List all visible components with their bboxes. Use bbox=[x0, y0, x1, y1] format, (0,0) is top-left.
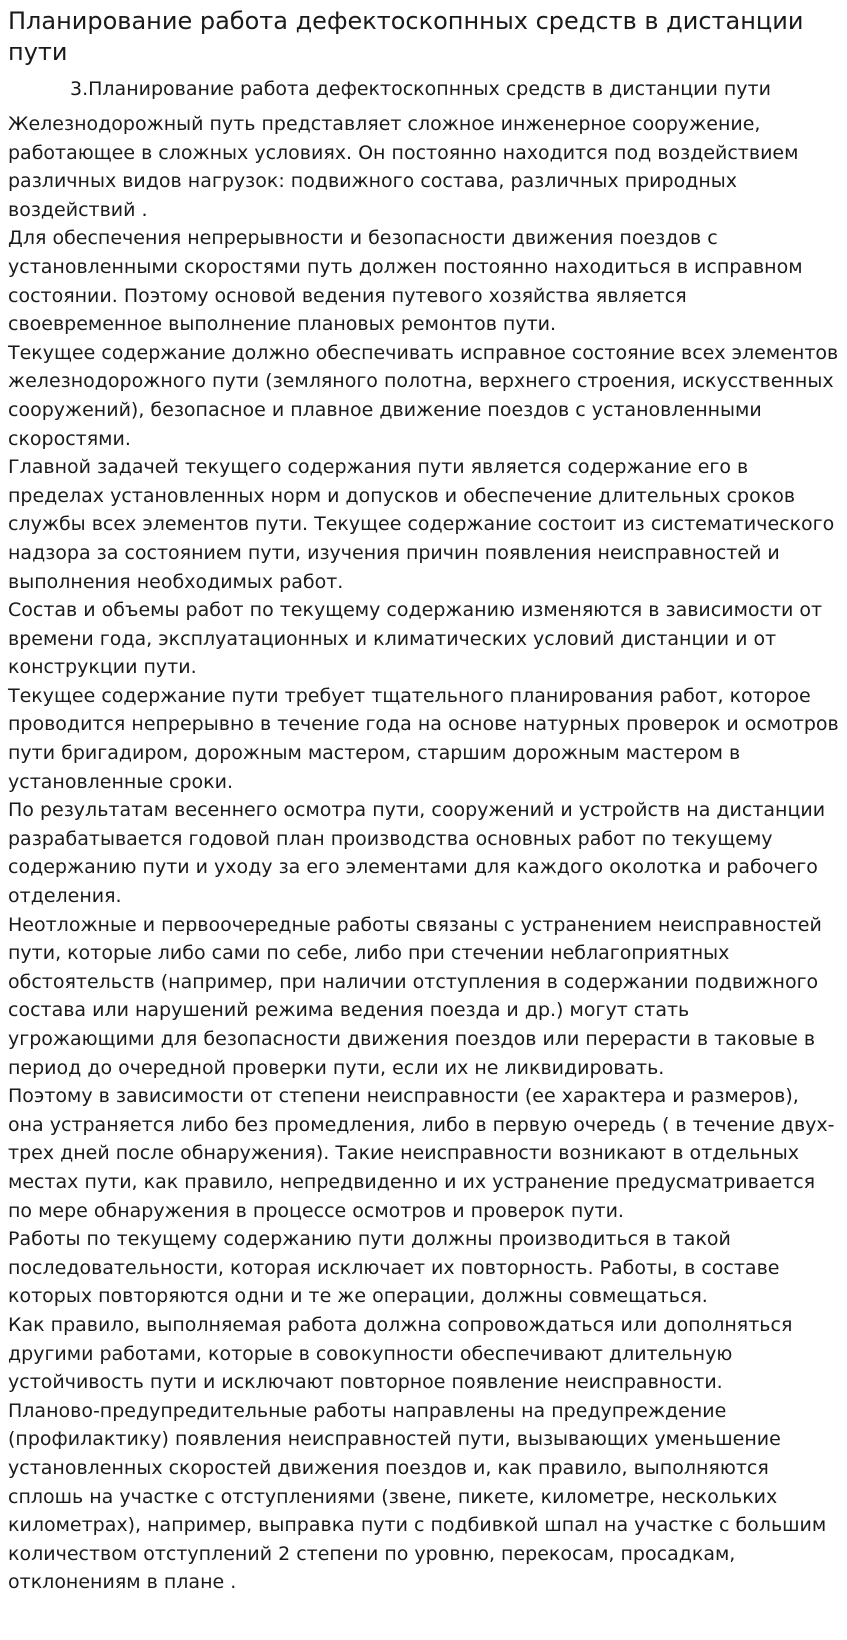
paragraph: Главной задачей текущего содержания пути является содержание его в пределах установленных норм и допусков и обеспечение длительных сроков службы всех элементов пути. Текущее содержание состоит из систематического надзора за состоянием пути, изучения причин появления неисправностей и выполнения необходимых работ. bbox=[8, 456, 835, 593]
paragraph: Железнодорожный путь представляет сложное инженерное сооружение, работающее в сложных условиях. Он постоянно находится под воздействием различных видов нагрузок: подвижного состава, различных природных воздействий . bbox=[8, 113, 799, 221]
paragraph: Работы по текущему содержанию пути должны производиться в такой последовательности, которая исключает их повторность. Работы, в составе которых повторяются одни и те же операции, должны совмещаться. bbox=[8, 1228, 780, 1308]
document-page bbox=[8, 6, 840, 1597]
document-body bbox=[8, 110, 840, 1597]
paragraph: Для обеспечения непрерывности и безопасности движения поездов с установленными скоростями путь должен постоянно находиться в исправном состоянии. Поэтому основой ведения путевого хозяйства является своевременное выполнение плановых ремонтов пути. bbox=[8, 227, 803, 336]
paragraph: По результатам весеннего осмотра пути, сооружений и устройств на дистанции разрабатывается годовой план производства основных работ по текущему содержанию пути и уходу за его элементами для каждого околотка и рабочего отделения. bbox=[8, 799, 826, 908]
paragraph: Неотложные и первоочередные работы связаны с устранением неисправностей пути, которые либо сами по себе, либо при стечении неблагоприятных обстоятельств (например, при наличии отступления в содержании подвижного состава или нарушений режима ведения поезда и др.) могут стать угрожающими для безопасности движения поездов или перерасти в таковые в период до очередной проверки пути, если их не ликвидировать. bbox=[8, 913, 822, 1079]
paragraph: Текущее содержание пути требует тщательного планирования работ, которое проводится непрерывно в течение года на основе натурных проверок и осмотров пути бригадиром, дорожным мастером, старшим дорожным мастером в установленные сроки. bbox=[8, 684, 839, 793]
paragraph: Поэтому в зависимости от степени неисправности (ее характера и размеров), она устраняется либо без промедления, либо в первую очередь ( в течение двух-трех дней после обнаружения). Такие неисправности возникают в отдельных местах пути, как правило, непредвиденно и их устранение предусматривается по мере обнаружения в процессе осмотров и проверок пути. bbox=[8, 1085, 835, 1222]
paragraph: Состав и объемы работ по текущему содержанию изменяются в зависимости от времени года, эксплуатационных и климатических условий дистанции и от конструкции пути. bbox=[8, 599, 823, 679]
page-title: Планирование работа дефектоскопнных средств в дистанции пути bbox=[8, 7, 804, 66]
paragraph: Как правило, выполняемая работа должна сопровождаться или дополняться другими работами, которые в совокупности обеспечивают длительную устойчивость пути и исключают повторное появление неисправности. bbox=[8, 1313, 793, 1394]
paragraph: Планово-предупредительные работы направлены на предупреждение (профилактику) появления неисправностей пути, вызывающих уменьшение установленных скоростей движения поездов и, как правило, выполняются сплошь на участке с отступлениями (звене, пикете, километре, нескольких километрах), например, выправка пути с подбивкой шпал на участке с большим количеством отступлений 2 степени по уровню, перекосам, просадкам, отклонениям в плане . bbox=[8, 1399, 827, 1594]
paragraph: Текущее содержание должно обеспечивать исправное состояние всех элементов железнодорожного пути (земляного полотна, верхнего строения, искусственных сооружений), безопасное и плавное движение поездов с установленными скоростями. bbox=[8, 341, 839, 450]
section-heading: 3.Планирование работа дефектоскопнных средств в дистанции пути bbox=[70, 78, 771, 100]
